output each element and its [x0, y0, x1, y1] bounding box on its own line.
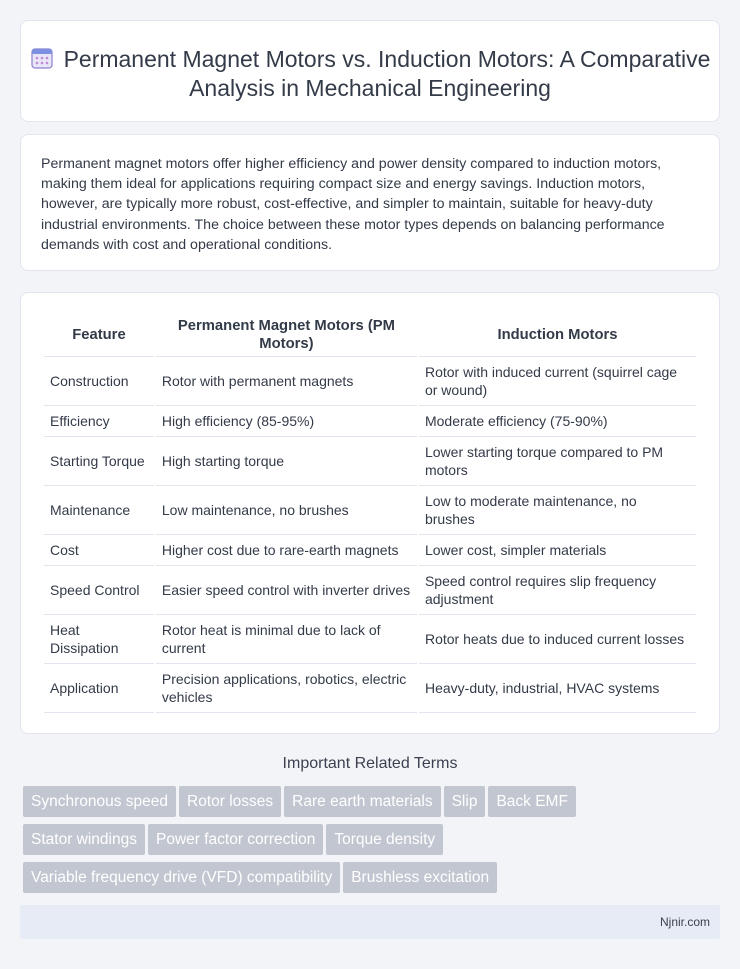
- term-tag[interactable]: Synchronous speed: [23, 786, 176, 817]
- table-cell: Easier speed control with inverter drives: [156, 566, 417, 615]
- page-title: [21, 45, 719, 103]
- term-tag[interactable]: Brushless excitation: [343, 862, 497, 893]
- term-tag[interactable]: Torque density: [326, 824, 443, 855]
- table-cell: Low to moderate maintenance, no brushes: [419, 486, 696, 535]
- term-tag[interactable]: Slip: [444, 786, 486, 817]
- table-cell: Lower cost, simpler materials: [419, 535, 696, 566]
- title-text: Permanent Magnet Motors vs. Induction Motors: A Comparative Analysis in Mechanical Engineering: [63, 46, 711, 101]
- term-tag[interactable]: Rare earth materials: [284, 786, 440, 817]
- column-header: Induction Motors: [419, 313, 696, 357]
- table-cell: High starting torque: [156, 437, 417, 486]
- intro-paragraph: Permanent magnet motors offer higher efficiency and power density compared to induction motors, making them ideal for applications requiring compact size and energy savings. Induction motors, however, are typically more robust, cost-effective, and simpler to maintain, suitable for heavy-duty industrial environments. The choice between these motor types depends on balancing performance demands with cost and operational conditions.: [41, 156, 665, 253]
- table-row: [44, 437, 696, 486]
- calendar-icon: [30, 46, 54, 70]
- term-tag[interactable]: Stator windings: [23, 824, 145, 855]
- table-cell: High efficiency (85-95%): [156, 406, 417, 437]
- term-tag[interactable]: Power factor correction: [148, 824, 323, 855]
- table-row: [44, 615, 696, 664]
- table-cell: Rotor heats due to induced current losses: [419, 615, 696, 664]
- title-card: [20, 20, 720, 122]
- table-cell: Maintenance: [44, 486, 154, 535]
- table-row: [44, 664, 696, 713]
- column-header: Feature: [44, 313, 154, 357]
- table-cell: Rotor with permanent magnets: [156, 357, 417, 406]
- table-cell: Construction: [44, 357, 154, 406]
- table-cell: Cost: [44, 535, 154, 566]
- table-cell: Moderate efficiency (75-90%): [419, 406, 696, 437]
- table-row: [44, 566, 696, 615]
- term-tag[interactable]: Back EMF: [488, 786, 575, 817]
- related-terms-heading: Important Related Terms: [282, 755, 458, 772]
- related-terms-list: [23, 786, 723, 900]
- table-header-row: [44, 313, 696, 357]
- table-cell: Low maintenance, no brushes: [156, 486, 417, 535]
- table-row: [44, 357, 696, 406]
- comparison-table: [42, 313, 698, 713]
- table-cell: Starting Torque: [44, 437, 154, 486]
- table-cell: Rotor with induced current (squirrel cage or wound): [419, 357, 696, 406]
- table-cell: Speed control requires slip frequency adjustment: [419, 566, 696, 615]
- table-cell: Heavy-duty, industrial, HVAC systems: [419, 664, 696, 713]
- footer: [20, 905, 720, 939]
- comparison-table-card: [20, 292, 720, 734]
- term-tag[interactable]: Variable frequency drive (VFD) compatibility: [23, 862, 340, 893]
- term-tag[interactable]: Rotor losses: [179, 786, 281, 817]
- table-cell: Lower starting torque compared to PM motors: [419, 437, 696, 486]
- table-cell: Heat Dissipation: [44, 615, 154, 664]
- table-cell: Higher cost due to rare-earth magnets: [156, 535, 417, 566]
- footer-site-link[interactable]: Njnir.com: [659, 915, 710, 929]
- table-row: [44, 486, 696, 535]
- table-row: [44, 535, 696, 566]
- table-cell: Rotor heat is minimal due to lack of current: [156, 615, 417, 664]
- column-header: Permanent Magnet Motors (PM Motors): [156, 313, 417, 357]
- table-cell: Speed Control: [44, 566, 154, 615]
- table-cell: Efficiency: [44, 406, 154, 437]
- table-cell: Application: [44, 664, 154, 713]
- intro-card: [20, 134, 720, 271]
- table-row: [44, 406, 696, 437]
- table-cell: Precision applications, robotics, electric vehicles: [156, 664, 417, 713]
